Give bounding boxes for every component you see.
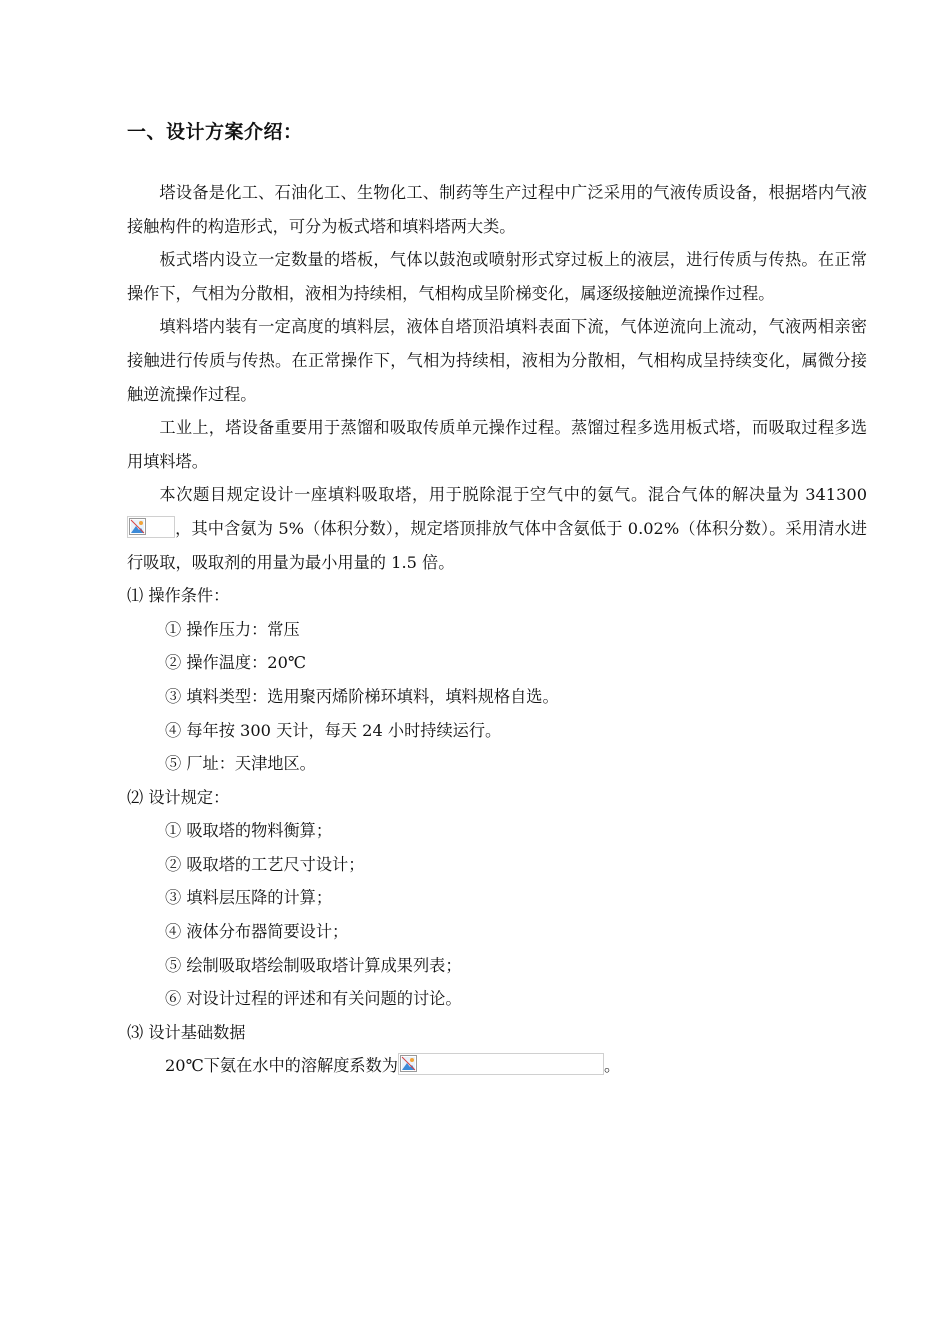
paragraph-task (127, 478, 867, 579)
list-item: ⑥ 对设计过程的评述和有关问题的讨论。 (165, 989, 462, 1009)
section-heading: 一、设计方案介绍： (127, 121, 303, 143)
paragraph-intro-1: 塔设备是化工、石油化工、生物化工、制药等生产过程中广泛采用的气液传质设备，根据塔内气液接触构件的构造形式，可分为板式塔和填料塔两大类。 (127, 183, 867, 236)
paragraph-intro-3: 填料塔内装有一定高度的填料层，液体自塔顶沿填料表面下流，气体逆流向上流动，气液两相亲密接触进行传质与传热。在正常操作下，气相为持续相，液相为分散相，气相构成呈持续变化，属微分接触逆流操作过程。 (127, 317, 867, 404)
unit-image-placeholder (127, 516, 175, 538)
section-design-requirements-title: ⑵ 设计规定： (127, 787, 230, 807)
paragraph-intro-4: 工业上，塔设备重要用于蒸馏和吸取传质单元操作过程。蒸馏过程多选用板式塔，而吸取过程多选用填料塔。 (127, 418, 867, 471)
list-item: ⑤ 厂址：天津地区。 (165, 754, 316, 774)
section-operating-conditions-title: ⑴ 操作条件： (127, 586, 230, 606)
solubility-line (127, 1049, 867, 1083)
broken-image-icon (400, 1055, 417, 1072)
paragraph-intro-2: 板式塔内设立一定数量的塔板，气体以鼓泡或喷射形式穿过板上的液层，进行传质与传热。在正常操作下，气相为分散相，液相为持续相，气相构成呈阶梯变化，属逐级接触逆流操作过程。 (127, 250, 867, 303)
list-item: ④ 每年按 300 天计，每天 24 小时持续运行。 (165, 720, 502, 740)
list-item: ③ 填料层压降的计算； (165, 888, 333, 908)
solubility-text: 20℃下氨在水中的溶解度系数为 (165, 1056, 398, 1076)
formula-image-placeholder (398, 1053, 604, 1075)
task-text-after: ，其中含氨为 5%（体积分数），规定塔顶排放气体中含氨低于 0.02%（体积分数）。采用清水进行吸取，吸取剂的用量为最小用量的 1.5 倍。 (127, 518, 867, 572)
list-item: ② 吸取塔的工艺尺寸设计； (165, 854, 365, 874)
list-item: ① 吸取塔的物料衡算； (165, 821, 333, 841)
list-item: ⑤ 绘制吸取塔绘制吸取塔计算成果列表； (165, 955, 462, 975)
section-basic-data-title: ⑶ 设计基础数据 (127, 1022, 246, 1042)
list-item: ③ 填料类型：选用聚丙烯阶梯环填料，填料规格自选。 (165, 686, 559, 706)
list-item: ② 操作温度：20℃ (165, 653, 306, 673)
list-item: ④ 液体分布器简要设计； (165, 922, 349, 942)
solubility-end: 。 (603, 1056, 621, 1076)
task-text-before: 本次题目规定设计一座填料吸取塔，用于脱除混于空气中的氨气。混合气体的解决量为 341300 (159, 485, 867, 505)
broken-image-icon (129, 518, 146, 535)
list-item: ① 操作压力：常压 (165, 619, 300, 639)
document-body (127, 176, 867, 1083)
